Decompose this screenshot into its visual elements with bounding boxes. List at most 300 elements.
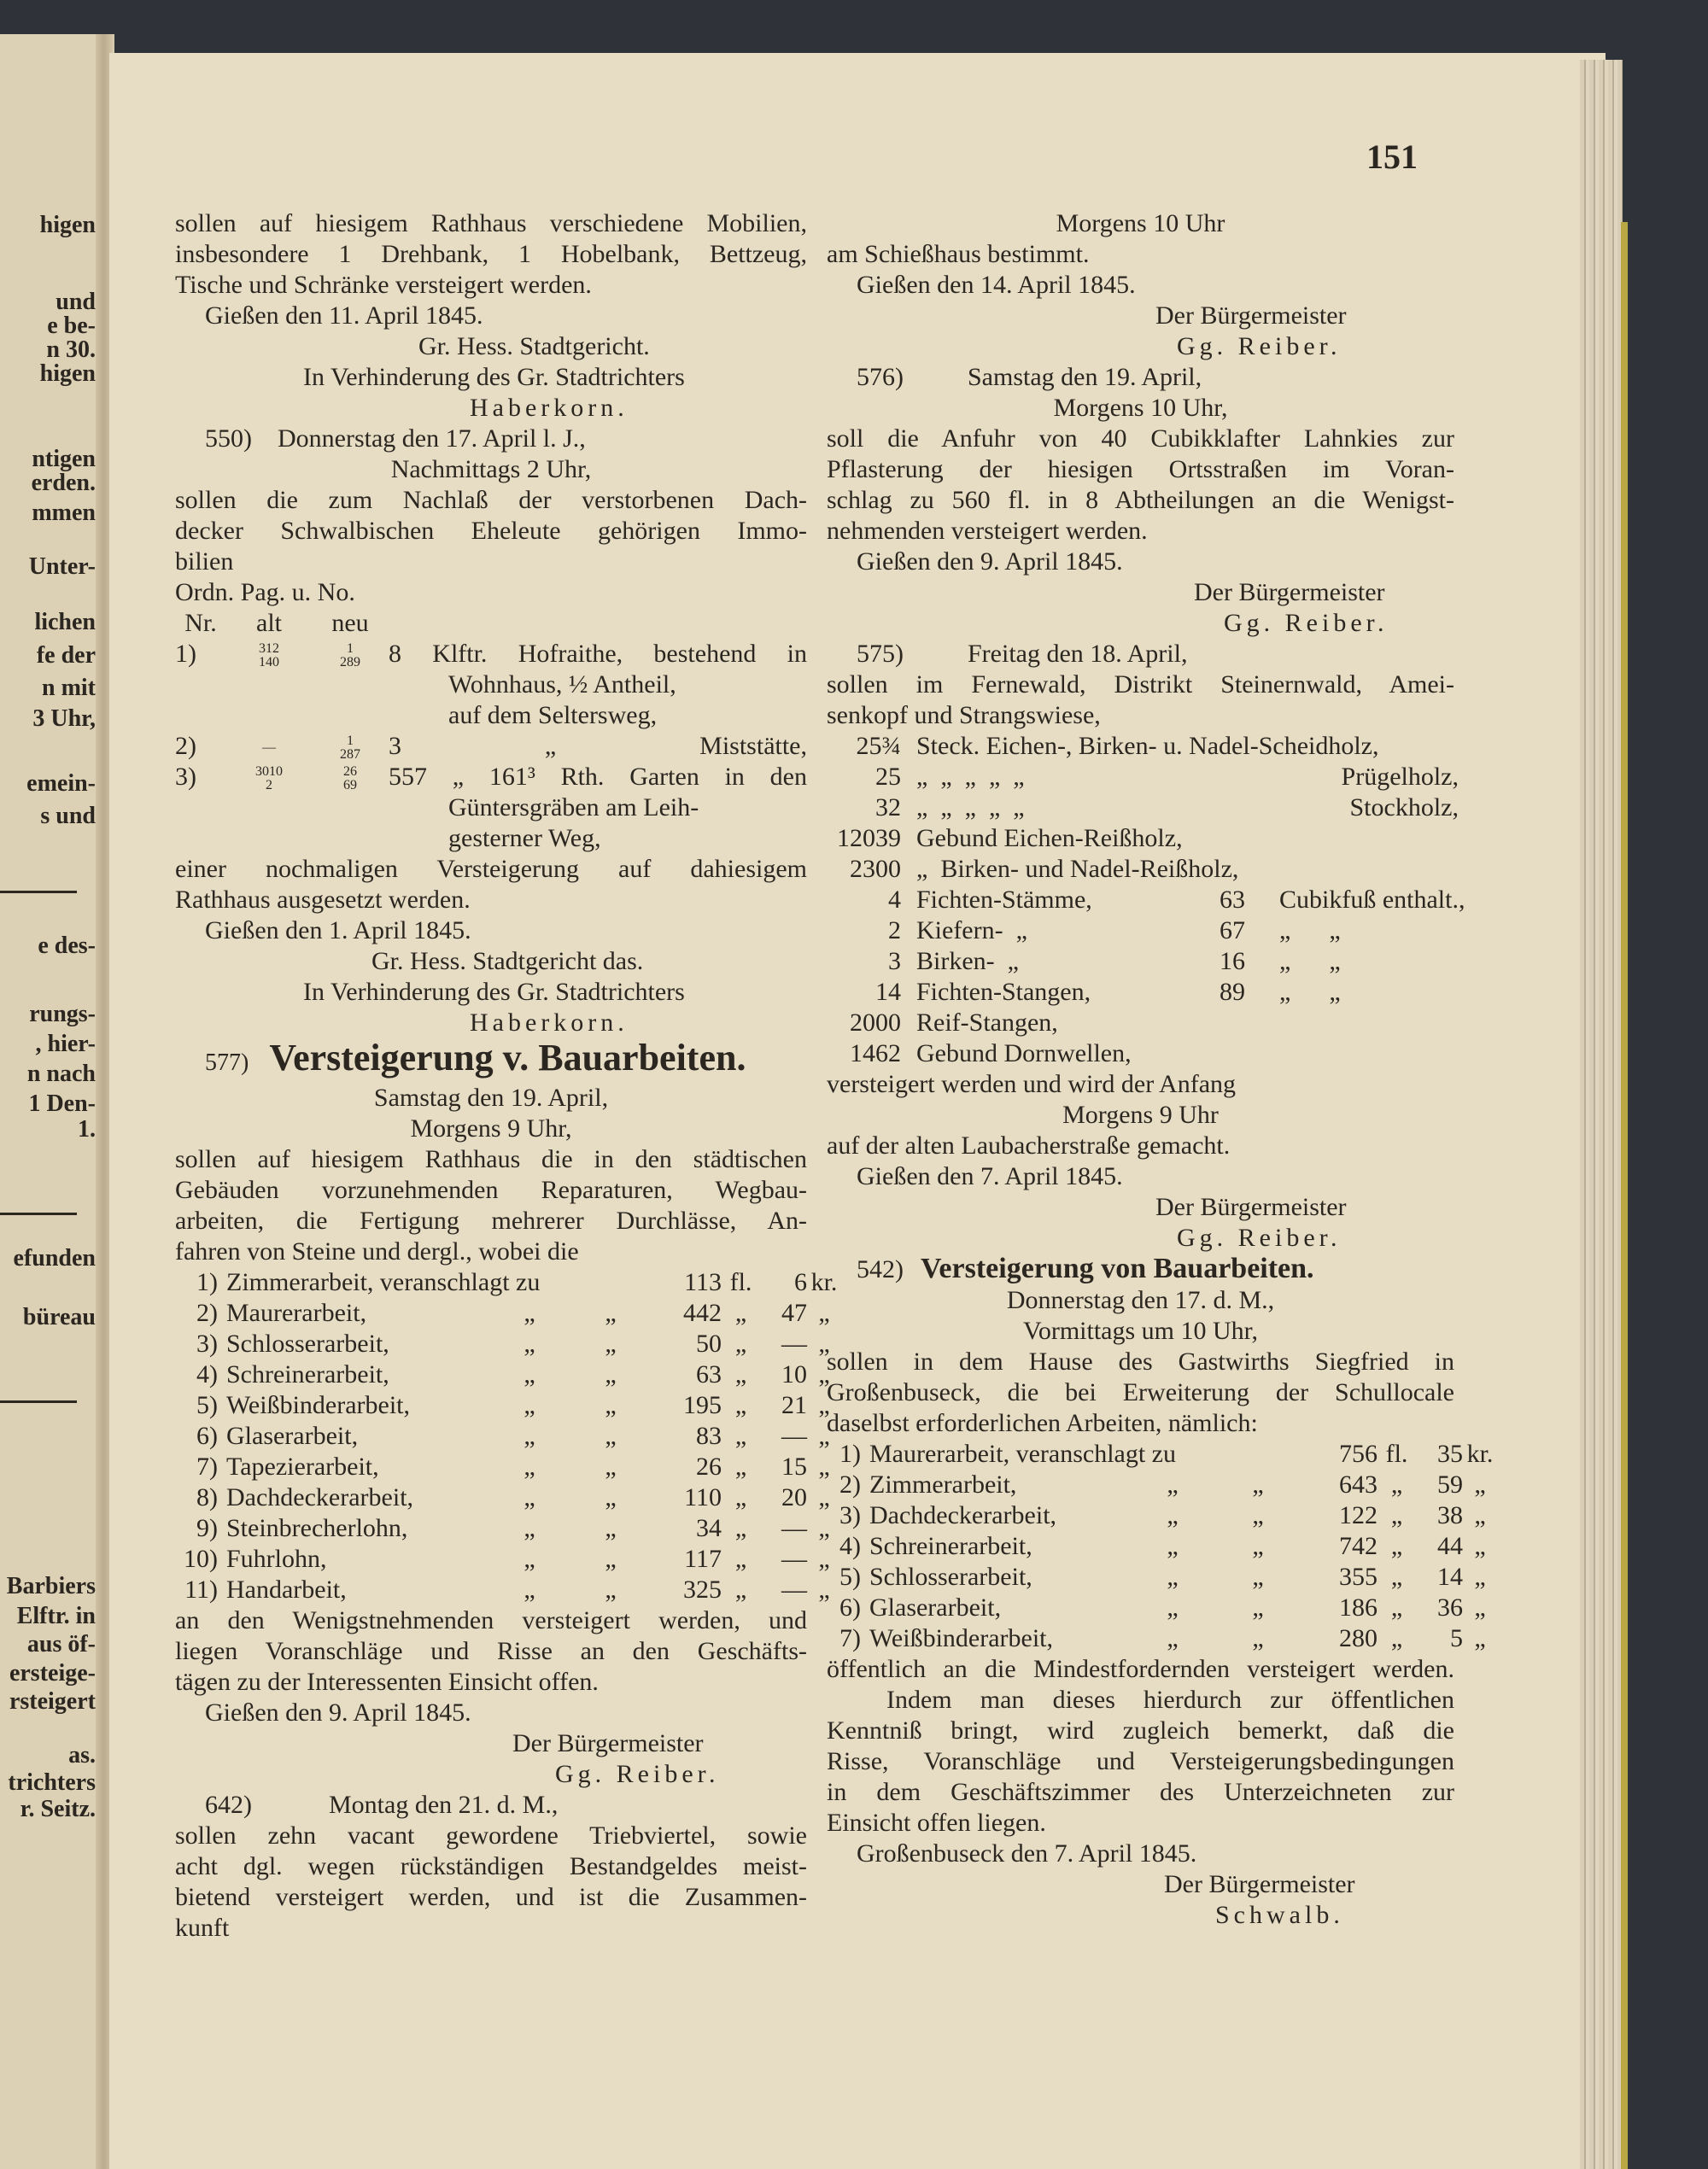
wood-lot-row xyxy=(827,762,1459,792)
ditto-mark: „ xyxy=(605,1422,617,1451)
wood-lot-row xyxy=(827,1038,1454,1069)
work-type: Weißbinderarbeit, xyxy=(869,1624,1053,1652)
wood-lot-row xyxy=(827,915,1454,946)
work-type: Schreinerarbeit, xyxy=(869,1532,1032,1560)
wood-lot-row xyxy=(827,792,1459,823)
amount-gulden: 756 xyxy=(1339,1440,1378,1468)
ditto-mark: „ xyxy=(524,1299,535,1328)
amount-kreuzer: 36 xyxy=(1437,1593,1463,1622)
margin-text-fragment: und xyxy=(56,289,96,315)
wood-lot-row xyxy=(827,885,1465,915)
fraction-bottom: 289 xyxy=(340,655,360,670)
work-type: Zimmerarbeit, veranschlagt zu xyxy=(226,1268,541,1297)
unit-kreuzer: kr. xyxy=(810,1268,838,1297)
ditto-mark: „ xyxy=(605,1514,617,1543)
item-number: 2) xyxy=(839,1470,861,1499)
ditto-mark: „ xyxy=(605,1391,617,1420)
margin-text-fragment: , hier- xyxy=(35,1031,96,1057)
amount-gulden: 26 xyxy=(696,1453,722,1482)
unit-kreuzer: „ xyxy=(818,1545,830,1574)
work-type: Tapezierarbeit, xyxy=(226,1453,379,1482)
ditto-mark: „ xyxy=(524,1576,535,1605)
amount-kreuzer: — xyxy=(781,1514,807,1543)
wood-type: Stockholz, xyxy=(1349,793,1459,821)
wood-lot-row xyxy=(827,946,1454,977)
ditto-mark: „ xyxy=(605,1360,617,1389)
text-line: fahren von Steine und dergl., wobei die xyxy=(175,1237,579,1266)
ditto-mark: „ xyxy=(524,1545,535,1574)
notice-number: 576) xyxy=(857,363,904,391)
header-ordn: Ordn. xyxy=(175,578,235,606)
amount-gulden: 50 xyxy=(696,1330,722,1359)
margin-text-fragment: emein- xyxy=(26,770,96,797)
amount-kreuzer: 21 xyxy=(781,1391,807,1420)
quantity: 4 xyxy=(888,886,901,914)
cost-row xyxy=(827,1439,1494,1470)
margin-text-fragment: efunden xyxy=(13,1245,96,1272)
text-line: Gebäuden vorzunehmenden Reparaturen, Wegbau- xyxy=(175,1176,807,1205)
item-number: 1) xyxy=(196,1268,218,1297)
wood-lot-row xyxy=(827,854,1454,885)
text-line: bilien xyxy=(175,547,234,576)
quantity: 1462 xyxy=(850,1039,901,1067)
fraction xyxy=(343,765,357,792)
cost-estimate-table xyxy=(827,1439,1494,1654)
divider-rule xyxy=(0,1213,77,1215)
property-table xyxy=(175,639,807,854)
item-number: 9) xyxy=(196,1514,218,1543)
amount-kreuzer: 6 xyxy=(794,1268,807,1297)
amount-gulden: 113 xyxy=(684,1268,722,1297)
text-line: am Schießhaus bestimmt. xyxy=(827,240,1090,268)
ditto-mark: „ xyxy=(605,1576,617,1605)
margin-text-fragment: e des- xyxy=(38,932,96,959)
text-line: soll die Anfuhr von 40 Cubikklafter Lahnkies zur xyxy=(827,424,1454,453)
work-type: Schlosserarbeit, xyxy=(226,1330,389,1359)
quantity: 2000 xyxy=(850,1008,901,1037)
text-line: Indem man dieses hierdurch zur öffentlichen xyxy=(886,1686,1454,1714)
unit-kreuzer: „ xyxy=(818,1422,830,1451)
ditto-mark: „ xyxy=(524,1360,535,1389)
notice-title: Versteigerung v. Bauarbeiten. xyxy=(269,1037,746,1079)
property-description: Wohnhaus, ½ Antheil, xyxy=(448,670,676,699)
property-row xyxy=(175,700,807,731)
ditto-mark: „ xyxy=(524,1453,535,1482)
cost-estimate-table xyxy=(175,1267,838,1605)
alt-reference xyxy=(226,762,312,792)
property-table-subheader xyxy=(175,608,807,639)
new-reference xyxy=(312,762,389,792)
amount-kreuzer: — xyxy=(781,1545,807,1574)
text-line: öffentlich an die Mindestfordernden versteigert werden. xyxy=(827,1655,1454,1683)
cost-row xyxy=(175,1544,830,1575)
header-nr: Nr. xyxy=(184,609,217,637)
property-row xyxy=(175,762,807,792)
property-description: 3 „ Miststätte, xyxy=(389,732,807,761)
cost-row xyxy=(827,1500,1486,1531)
margin-text-fragment: aus öf- xyxy=(26,1631,96,1657)
signature: Haberkorn. xyxy=(470,394,629,422)
ditto-mark: „ xyxy=(605,1453,617,1482)
cubic-feet: 89 xyxy=(1220,978,1245,1006)
notice-time: Morgens 9 Uhr, xyxy=(410,1114,572,1143)
ditto-mark: „ xyxy=(1252,1532,1264,1560)
cost-row xyxy=(175,1482,830,1513)
text-line: nehmenden versteigert werden. xyxy=(827,517,1148,545)
date-line: Gießen den 1. April 1845. xyxy=(205,916,471,945)
text-line: bietend versteigert werden, und ist die Zusammen- xyxy=(175,1883,807,1912)
amount-kreuzer: 20 xyxy=(781,1483,807,1512)
signatory-title: Der Bürgermeister xyxy=(1155,1193,1347,1221)
text-line: einer nochmaligen Versteigerung auf dahiesigem xyxy=(175,855,807,884)
text-line: sollen auf hiesigem Rathhaus die in den städtischen xyxy=(175,1145,807,1174)
ditto-mark: „ xyxy=(1252,1593,1264,1622)
date-line: Gießen den 7. April 1845. xyxy=(857,1162,1123,1190)
text-line: insbesondere 1 Drehbank, 1 Hobelbank, Bettzeug, xyxy=(175,240,807,268)
amount-gulden: 325 xyxy=(683,1576,722,1605)
ditto-mark: „ xyxy=(605,1545,617,1574)
work-type: Dachdeckerarbeit, xyxy=(869,1501,1057,1529)
amount-gulden: 63 xyxy=(696,1360,722,1389)
work-type: Glaserarbeit, xyxy=(226,1422,359,1451)
wood-description: Reif-Stangen, xyxy=(916,1008,1058,1037)
wood-description: „ Birken- und Nadel-Reißholz, xyxy=(916,855,1239,883)
fraction xyxy=(340,642,360,669)
notice-number: 577) xyxy=(205,1049,249,1077)
work-type: Maurerarbeit, veranschlagt zu xyxy=(869,1440,1176,1468)
fraction-top: 1 xyxy=(347,641,354,657)
notice-number: 542) xyxy=(857,1255,904,1283)
property-row xyxy=(175,731,807,762)
unit-gulden: „ xyxy=(734,1391,747,1420)
notice-date: Montag den 21. d. M., xyxy=(329,1791,559,1820)
text-line: sollen zehn vacant gewordene Triebviertel, sowie xyxy=(175,1821,807,1850)
quantity: 25¾ xyxy=(856,732,901,760)
notice-number: 550) xyxy=(205,424,252,453)
text-line: Rathhaus ausgesetzt werden. xyxy=(175,886,471,915)
new-reference xyxy=(312,639,389,669)
cubic-feet: 67 xyxy=(1220,916,1245,944)
work-type: Glaserarbeit, xyxy=(869,1593,1002,1622)
wood-description: Gebund Dornwellen, xyxy=(916,1039,1132,1067)
ditto-mark: „ xyxy=(1167,1532,1179,1560)
notice-heading xyxy=(175,1038,807,1083)
wood-type: Prügelholz, xyxy=(1341,763,1459,791)
margin-text-fragment: Barbiers xyxy=(6,1573,96,1599)
unit-kreuzer: „ xyxy=(818,1360,830,1389)
amount-kreuzer: 44 xyxy=(1437,1532,1463,1560)
amount-gulden: 742 xyxy=(1339,1532,1378,1560)
signature: Gg. Reiber. xyxy=(1177,332,1342,360)
unit-gulden: „ xyxy=(1390,1501,1403,1529)
signature: Haberkorn. xyxy=(470,1008,629,1038)
unit-gulden: „ xyxy=(734,1422,747,1451)
signatory-title: Der Bürgermeister xyxy=(512,1729,704,1758)
amount-kreuzer: 47 xyxy=(781,1299,807,1328)
wood-lot-row xyxy=(827,731,1454,762)
ditto-mark: „ xyxy=(524,1330,535,1359)
unit-kreuzer: „ xyxy=(1474,1593,1486,1622)
margin-text-fragment: büreau xyxy=(22,1304,96,1330)
notice-time: Morgens 10 Uhr, xyxy=(1053,394,1228,422)
text-line: Einsicht offen liegen. xyxy=(827,1809,1046,1837)
text-line: versteigert werden und wird der Anfang xyxy=(827,1070,1237,1098)
signatory-title: Der Bürgermeister xyxy=(1164,1870,1355,1898)
text-line: Großenbuseck, die bei Erweiterung der Schullocale xyxy=(827,1378,1454,1406)
item-number: 2) xyxy=(196,1299,218,1328)
ditto-mark: „ xyxy=(524,1514,535,1543)
amount-kreuzer: — xyxy=(781,1330,807,1359)
fraction-bottom: 69 xyxy=(343,778,357,793)
amount-kreuzer: 10 xyxy=(781,1360,807,1389)
text-line: sollen die zum Nachlaß der verstorbenen Dach- xyxy=(175,486,807,514)
ditto-mark: „ xyxy=(1252,1563,1264,1591)
wood-description: Steck. Eichen-, Birken- u. Nadel-Scheidholz, xyxy=(916,732,1379,760)
fraction-top: 1 xyxy=(347,734,354,749)
ditto-mark: „ xyxy=(1167,1593,1179,1622)
property-row xyxy=(175,639,807,669)
unit-kreuzer: „ xyxy=(818,1483,830,1512)
cost-row xyxy=(175,1298,830,1329)
header-pag: Pag. u. No. xyxy=(240,578,355,606)
notice-time: Vormittags um 10 Uhr, xyxy=(1023,1317,1258,1345)
wood-lot-row xyxy=(827,977,1454,1008)
cost-row xyxy=(827,1470,1486,1500)
work-type: Weißbinderarbeit, xyxy=(226,1391,410,1420)
page-number: 151 xyxy=(1366,137,1418,176)
signature: Gg. Reiber. xyxy=(555,1760,720,1789)
cubic-feet: 63 xyxy=(1220,886,1245,914)
date-line: Gießen den 9. April 1845. xyxy=(857,547,1123,576)
ditto-mark: „ xyxy=(1252,1501,1264,1529)
margin-text-fragment: rungs- xyxy=(29,1001,96,1027)
property-description: auf dem Seltersweg, xyxy=(448,701,658,730)
unit-kreuzer: „ xyxy=(818,1330,830,1359)
cubic-unit: „ „ xyxy=(1279,978,1341,1006)
text-line: sollen im Fernewald, Distrikt Steinernwald, Amei- xyxy=(827,670,1454,699)
text-line: schlag zu 560 fl. in 8 Abtheilungen an die Wenigst- xyxy=(827,486,1454,514)
amount-gulden: 117 xyxy=(684,1545,722,1574)
margin-text-fragment: fe der xyxy=(36,642,96,669)
fraction-top: 26 xyxy=(343,764,357,780)
signature: Schwalb. xyxy=(1215,1901,1344,1929)
property-table-header xyxy=(175,577,807,608)
amount-gulden: 280 xyxy=(1339,1624,1378,1652)
amount-kreuzer: 38 xyxy=(1437,1501,1463,1529)
item-number: 6) xyxy=(839,1593,861,1622)
wood-description: „ „ „ „ „ xyxy=(916,763,1025,791)
unit-gulden: „ xyxy=(1390,1532,1403,1560)
quantity: 3 xyxy=(888,947,901,975)
date-line: Großenbuseck den 7. April 1845. xyxy=(857,1839,1197,1868)
amount-gulden: 34 xyxy=(696,1514,722,1543)
fraction xyxy=(262,741,276,755)
date-line: Gießen den 11. April 1845. xyxy=(205,301,483,330)
ditto-mark: „ xyxy=(524,1483,535,1512)
wood-lots-table xyxy=(827,731,1465,1069)
margin-text-fragment: Unter- xyxy=(28,553,96,580)
amount-gulden: 110 xyxy=(684,1483,722,1512)
margin-text-fragment: higen xyxy=(39,360,96,387)
date-line: Gießen den 9. April 1845. xyxy=(205,1698,471,1728)
margin-text-fragment: ntigen xyxy=(32,446,96,472)
margin-text-fragment: ersteige- xyxy=(9,1660,96,1687)
quantity: 25 xyxy=(875,763,901,791)
work-type: Zimmerarbeit, xyxy=(869,1470,1017,1499)
row-number: 2) xyxy=(175,732,196,761)
wood-description: „ „ „ „ „ xyxy=(916,793,1025,821)
notice-time: Morgens 10 Uhr xyxy=(1056,209,1225,237)
work-type: Dachdeckerarbeit, xyxy=(226,1483,414,1512)
text-line: auf der alten Laubacherstraße gemacht. xyxy=(827,1131,1231,1160)
amount-kreuzer: — xyxy=(781,1422,807,1451)
item-number: 3) xyxy=(839,1501,861,1529)
header-neu: neu xyxy=(331,609,369,637)
alt-reference xyxy=(226,639,312,669)
authority-line: Gr. Hess. Stadtgericht das. xyxy=(371,947,644,976)
unit-kreuzer: „ xyxy=(1474,1563,1486,1591)
text-line: Kenntniß bringt, wird zugleich bemerkt, daß die xyxy=(827,1716,1454,1745)
property-row xyxy=(175,669,807,700)
notice-number: 642) xyxy=(205,1791,252,1820)
margin-text-fragment: as. xyxy=(68,1742,96,1769)
wood-description: Gebund Eichen-Reißholz, xyxy=(916,824,1183,852)
fraction-bottom: 287 xyxy=(340,747,360,763)
margin-text-fragment: n 30. xyxy=(46,336,96,363)
text-line: Risse, Voranschläge und Versteigerungsbedingungen xyxy=(827,1747,1454,1775)
quantity: 12039 xyxy=(837,824,901,852)
item-number: 6) xyxy=(196,1422,218,1451)
item-number: 11) xyxy=(184,1576,218,1605)
wood-lot-row xyxy=(827,1008,1454,1038)
alt-reference xyxy=(226,731,312,762)
text-line: liegen Voranschläge und Risse an den Geschäfts- xyxy=(175,1637,807,1666)
property-description: Güntersgräben am Leih- xyxy=(448,793,699,822)
margin-text-fragment: Elftr. in xyxy=(16,1603,96,1629)
property-description: 557 „ 161³ Rth. Garten in den xyxy=(389,763,807,792)
amount-gulden: 195 xyxy=(683,1391,722,1420)
unit-kreuzer: „ xyxy=(1474,1624,1486,1652)
margin-text-fragment: erden. xyxy=(31,470,96,496)
fraction-top: 3010 xyxy=(255,764,283,780)
property-description: 8 Klftr. Hofraithe, bestehend in xyxy=(389,640,807,668)
cubic-unit: „ „ xyxy=(1279,916,1341,944)
text-line: decker Schwalbischen Eheleute gehörigen Immo- xyxy=(175,517,807,545)
quantity: 2 xyxy=(888,916,901,944)
wood-lot-row xyxy=(827,823,1454,854)
amount-kreuzer: 15 xyxy=(781,1453,807,1482)
signatory-title: Der Bürgermeister xyxy=(1155,301,1347,330)
item-number: 1) xyxy=(839,1440,861,1468)
unit-gulden: fl. xyxy=(1385,1440,1408,1468)
work-type: Steinbrecherlohn, xyxy=(226,1514,408,1543)
margin-text-fragment: higen xyxy=(39,212,96,238)
ditto-mark: „ xyxy=(605,1483,617,1512)
work-type: Fuhrlohn, xyxy=(226,1545,327,1574)
property-row xyxy=(175,823,807,854)
ditto-mark: „ xyxy=(1167,1470,1179,1499)
amount-kreuzer: 14 xyxy=(1437,1563,1463,1591)
work-type: Maurerarbeit, xyxy=(226,1299,367,1328)
property-row xyxy=(175,792,807,823)
cubic-unit: „ „ xyxy=(1279,947,1341,975)
notice-title: Versteigerung von Bauarbeiten. xyxy=(921,1253,1314,1284)
unit-kreuzer: „ xyxy=(818,1514,830,1543)
signatory-title: Der Bürgermeister xyxy=(1194,578,1385,606)
notice-date: Samstag den 19. April, xyxy=(373,1084,609,1113)
item-number: 5) xyxy=(839,1563,861,1591)
text-line: senkopf und Strangswiese, xyxy=(827,701,1101,729)
item-number: 5) xyxy=(196,1391,218,1420)
cost-row xyxy=(827,1593,1486,1623)
cost-row xyxy=(175,1359,830,1390)
item-number: 7) xyxy=(196,1453,218,1482)
margin-text-fragment: trichters xyxy=(8,1769,96,1796)
amount-gulden: 83 xyxy=(696,1422,722,1451)
ditto-mark: „ xyxy=(605,1299,617,1328)
unit-kreuzer: „ xyxy=(818,1391,830,1420)
unit-kreuzer: „ xyxy=(818,1576,830,1605)
margin-text-fragment: 1. xyxy=(78,1116,96,1143)
ditto-mark: „ xyxy=(1252,1624,1264,1652)
row-number: 3) xyxy=(175,763,196,792)
unit-gulden: „ xyxy=(734,1576,747,1605)
unit-kreuzer: „ xyxy=(1474,1501,1486,1529)
new-reference xyxy=(312,731,389,762)
cost-row xyxy=(175,1267,838,1298)
fraction-bottom: 140 xyxy=(259,655,279,670)
fraction-top: — xyxy=(262,740,276,756)
notice-date: Donnerstag den 17. d. M., xyxy=(1006,1286,1275,1314)
item-number: 3) xyxy=(196,1330,218,1359)
item-number: 4) xyxy=(196,1360,218,1389)
text-line: Tische und Schränke versteigert werden. xyxy=(175,271,592,299)
unit-kreuzer: „ xyxy=(1474,1470,1486,1499)
work-type: Schreinerarbeit, xyxy=(226,1360,389,1389)
margin-text-fragment: mmen xyxy=(32,500,96,526)
authority-line: In Verhinderung des Gr. Stadtrichters xyxy=(303,978,685,1007)
text-line: an den Wenigstnehmenden versteigert werden, und xyxy=(175,1606,807,1635)
item-number: 7) xyxy=(839,1624,861,1652)
cost-row xyxy=(175,1575,830,1605)
unit-gulden: „ xyxy=(734,1483,747,1512)
notice-time: Morgens 9 Uhr xyxy=(1062,1101,1219,1129)
text-line: sollen in dem Hause des Gastwirths Siegfried in xyxy=(827,1348,1454,1376)
notice-number: 575) xyxy=(857,640,904,668)
notice-date: Samstag den 19. April, xyxy=(968,363,1202,391)
signature: Gg. Reiber. xyxy=(1224,609,1389,637)
right-column xyxy=(827,208,1494,1931)
fraction xyxy=(255,765,283,792)
cost-row xyxy=(175,1329,830,1359)
margin-text-fragment: r. Seitz. xyxy=(20,1796,96,1822)
unit-gulden: „ xyxy=(734,1299,747,1328)
fraction xyxy=(259,642,279,669)
unit-kreuzer: „ xyxy=(1474,1532,1486,1560)
unit-gulden: fl. xyxy=(729,1268,752,1297)
margin-text-fragment: n nach xyxy=(26,1061,96,1087)
unit-kreuzer: kr. xyxy=(1466,1440,1494,1468)
ditto-mark: „ xyxy=(1167,1501,1179,1529)
cost-row xyxy=(827,1562,1486,1593)
fraction-bottom: 2 xyxy=(266,778,272,793)
ditto-mark: „ xyxy=(524,1422,535,1451)
row-number: 1) xyxy=(175,640,196,668)
page-stack-edges xyxy=(1580,60,1623,2169)
text-line: daselbst erforderlichen Arbeiten, nämlich: xyxy=(827,1409,1258,1437)
cost-row xyxy=(175,1513,830,1544)
wood-description: Kiefern- „ xyxy=(916,916,1027,944)
